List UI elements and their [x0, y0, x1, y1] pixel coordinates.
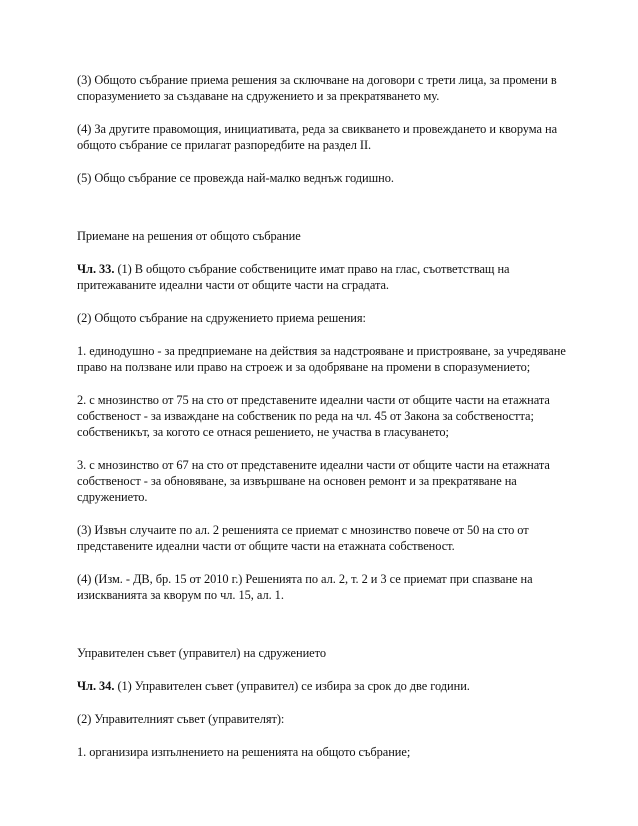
- paragraph-text: (5) Общо събрание се провежда най-малко веднъж годишно.: [77, 171, 394, 185]
- article-33-paragraph-2: [77, 310, 567, 326]
- article-number: Чл. 34.: [77, 679, 115, 693]
- article-33-paragraph-4: [77, 571, 567, 603]
- paragraph-text: (2) Управителният съвет (управителят):: [77, 712, 285, 726]
- paragraph-4: [77, 121, 567, 153]
- paragraph-text: 3. с мнозинство от 67 на сто от представените идеални части от общите части на етажната собственост - за обновяване, за извършване на основен ремонт и за прекратяване на сдружението.: [77, 458, 550, 504]
- article-34-item-1: [77, 744, 567, 760]
- paragraph-text: 1. организира изпълнението на решенията на общото събрание;: [77, 745, 411, 759]
- paragraph-text: (3) Общото събрание приема решения за сключване на договори с трети лица, за промени в споразумението за създаване на сдружението и за прекратяването му.: [77, 73, 557, 103]
- section-heading-decisions: [77, 228, 567, 244]
- heading-text: Приемане на решения от общото събрание: [77, 229, 301, 243]
- article-33-item-3: [77, 457, 567, 505]
- article-34-paragraph-1: [77, 678, 567, 694]
- paragraph-text: (1) В общото събрание собствениците имат право на глас, съответстващ на притежаваните идеални части от общите части на сградата.: [77, 262, 510, 292]
- paragraph-text: 1. единодушно - за предприемане на действия за надстрояване и пристрояване, за учредяване право на ползване или право на строеж и за одобряване на промени в споразумението;: [77, 344, 566, 374]
- section-heading-board: [77, 645, 567, 661]
- paragraph-3: [77, 72, 567, 104]
- paragraph-text: 2. с мнозинство от 75 на сто от представените идеални части от общите части на етажната собственост - за изваждане на собственик по реда на чл. 45 от Закона за собствеността; собственикът, за когото се отнася решението, не участва в гласуването;: [77, 393, 550, 439]
- article-33-item-2: [77, 392, 567, 440]
- paragraph-text: (3) Извън случаите по ал. 2 решенията се приемат с мнозинство повече от 50 на сто от представените идеални части от общите части на етажната собственост.: [77, 523, 529, 553]
- paragraph-text: (1) Управителен съвет (управител) се избира за срок до две години.: [114, 679, 470, 693]
- document-page: [77, 72, 567, 760]
- heading-text: Управителен съвет (управител) на сдружението: [77, 646, 326, 660]
- paragraph-5: [77, 170, 567, 186]
- article-33-paragraph-1: [77, 261, 567, 293]
- article-34-paragraph-2: [77, 711, 567, 727]
- paragraph-text: (4) За другите правомощия, инициативата, реда за свикването и провеждането и кворума на общото събрание се прилагат разпоредбите на раздел II.: [77, 122, 558, 152]
- paragraph-text: (2) Общото събрание на сдружението приема решения:: [77, 311, 366, 325]
- article-33-item-1: [77, 343, 567, 375]
- paragraph-text: (4) (Изм. - ДВ, бр. 15 от 2010 г.) Решенията по ал. 2, т. 2 и 3 се приемат при спазване на изискванията за кворум по чл. 15, ал. 1.: [77, 572, 533, 602]
- article-33-paragraph-3: [77, 522, 567, 554]
- article-number: Чл. 33.: [77, 262, 115, 276]
